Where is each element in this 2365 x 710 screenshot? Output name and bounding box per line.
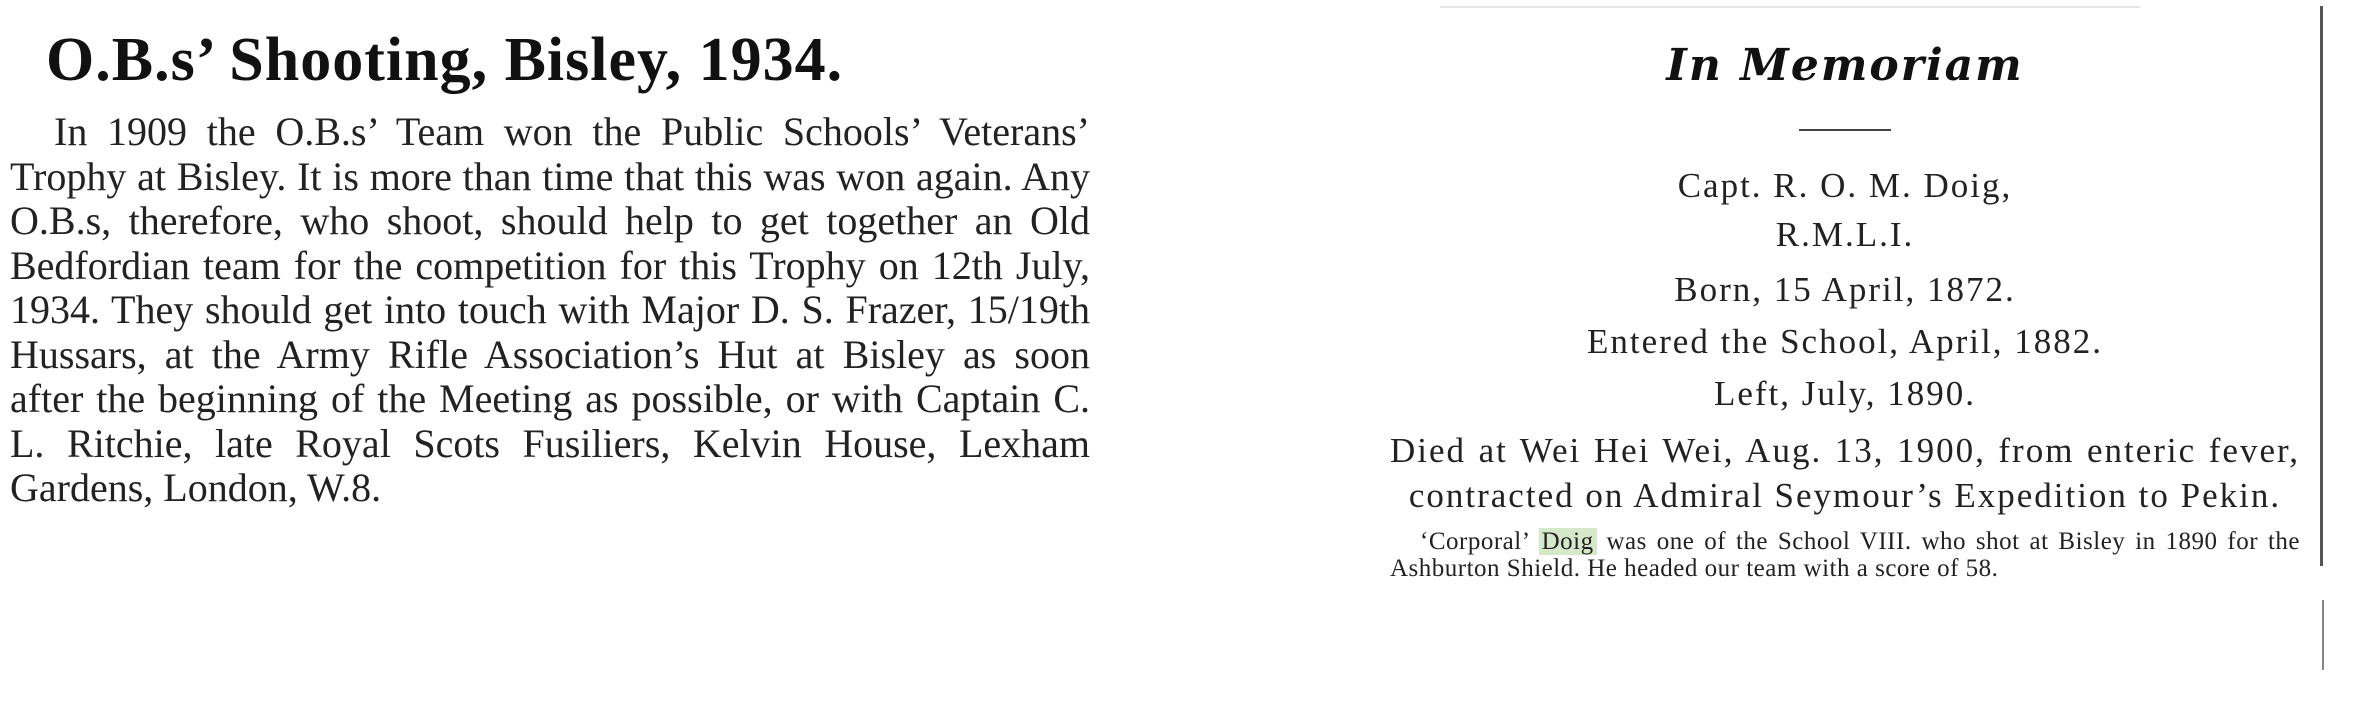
column-border bbox=[2320, 6, 2323, 566]
shooting-article bbox=[10, 25, 1090, 511]
memoriam-left: Left, July, 1890. bbox=[1713, 374, 1977, 413]
page-edge-top bbox=[1440, 6, 2140, 8]
memoriam-column bbox=[1390, 30, 2300, 582]
article-title: O.B.s’ Shooting, Bisley, 1934. bbox=[46, 26, 844, 94]
memoriam-name: Capt. R. O. M. Doig, bbox=[1677, 166, 2013, 205]
article-body-text: In 1909 the O.B.s’ Team won the Public Schools’ Veterans’ Trophy at Bisley. It is more than time that this was won again. Any O.B.s, therefore, who shoot, should help to get together an Old Bedfordian team for the competition for this Trophy on 12th July, 1934. They should get into touch with Major D. S. Frazer, 15/19th Hussars, at the Army Rifle Association’s Hut at Bisley as soon after the beginning of the Meeting as possible, or with Captain C. L. Ritchie, late Royal Scots Fusiliers, Kelvin House, Lexham Gardens, London, W.8. bbox=[10, 109, 1090, 510]
memoriam-note bbox=[1390, 528, 2300, 582]
memoriam-regiment: R.M.L.I. bbox=[1775, 215, 1915, 254]
article-body bbox=[10, 110, 1090, 511]
memoriam-died: Died at Wei Hei Wei, Aug. 13, 1900, from enteric fever, contracted on Admiral Seymour’s Expedition to Pekin. bbox=[1390, 431, 2300, 515]
memoriam-entered: Entered the School, April, 1882. bbox=[1586, 322, 2103, 361]
memoriam-heading: In Memoriam bbox=[1666, 40, 2024, 91]
note-prefix: ‘Corporal’ bbox=[1420, 528, 1529, 555]
divider-rule bbox=[1799, 129, 1891, 131]
memoriam-born: Born, 15 April, 1872. bbox=[1674, 270, 2016, 309]
highlighted-name: Doig bbox=[1539, 528, 1597, 555]
note-suffix: was one of the School VIII. who shot at Bisley in 1890 for the Ashburton Shield. He headed our team with a score of 58. bbox=[1390, 528, 2301, 582]
column-border-lower bbox=[2322, 600, 2324, 670]
